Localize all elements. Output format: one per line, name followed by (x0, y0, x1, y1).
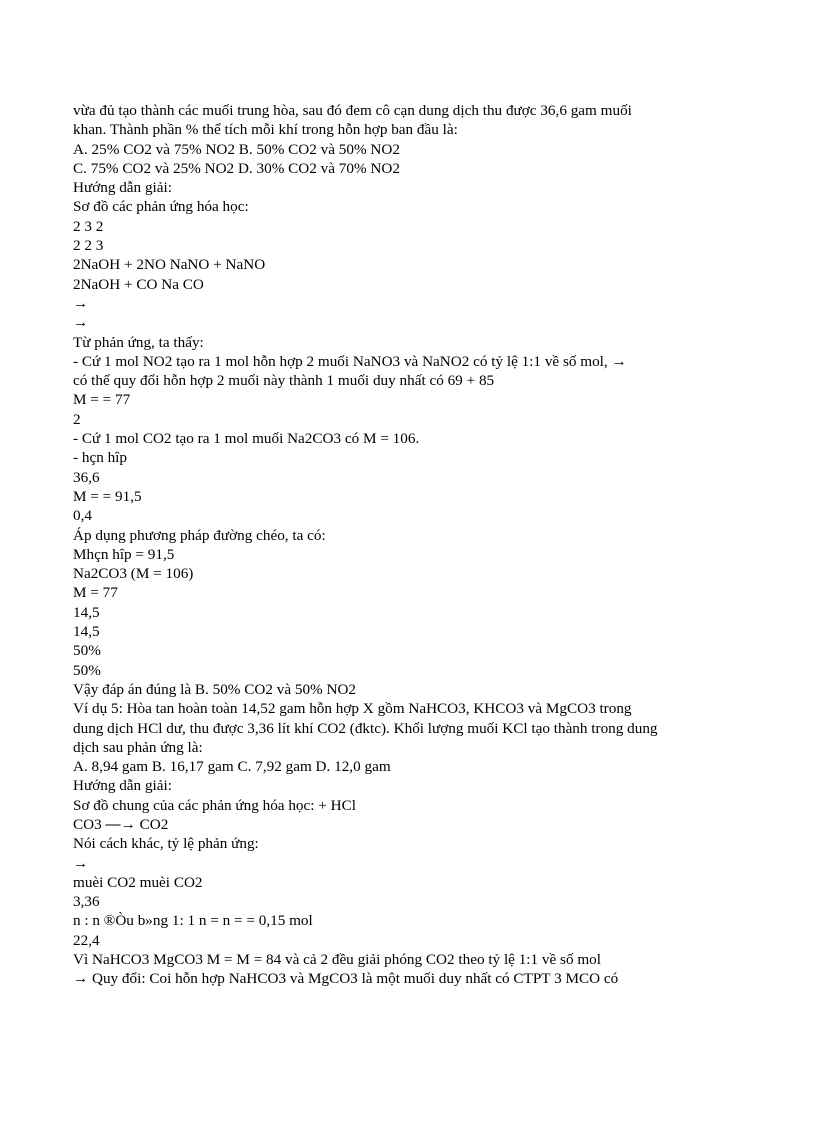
formula-line: 36,6 (73, 468, 100, 486)
document-body (73, 101, 773, 989)
diagram-label: Mhçn hîp = 91,5 (73, 545, 175, 563)
text-line: → Quy đổi: Coi hỗn hợp NaHCO3 và MgCO3 là một muối duy nhất có CTPT 3 MCO có (73, 970, 619, 988)
text-line: vừa đủ tạo thành các muối trung hòa, sau đó đem cô cạn dung dịch thu được 36,6 gam muối (73, 102, 632, 119)
reaction-arrow: → (73, 294, 89, 312)
text-line: - Cứ 1 mol NO2 tạo ra 1 mol hỗn hợp 2 muối NaNO3 và NaNO2 có tỷ lệ 1:1 về số mol, → (73, 352, 627, 370)
diagram-label: 14,5 (73, 623, 100, 641)
formula-line: 0,4 (73, 507, 92, 525)
reaction-equation: 2NaOH + CO Na CO (73, 275, 204, 293)
diagram-label: 14,5 (73, 603, 100, 621)
example-heading: Ví dụ 5: Hòa tan hoàn toàn 14,52 gam hỗn hợp X gồm NaHCO3, KHCO3 và MgCO3 trong (73, 700, 632, 718)
text-line: Vì NaHCO3 MgCO3 M = M = 84 và cả 2 đều giải phóng CO2 theo tỷ lệ 1:1 về số mol (73, 951, 601, 969)
text-line: dịch sau phản ứng là: (73, 738, 203, 756)
formula-subscripts: 2 3 2 (73, 217, 104, 235)
formula-line: M = = 91,5 (73, 487, 142, 505)
answer-options-line: A. 25% CO2 và 75% NO2 B. 50% CO2 và 50% NO2 (73, 140, 400, 158)
diagram-label: 50% (73, 661, 101, 679)
formula-line: n : n ®Òu b»ng 1: 1 n = n = = 0,15 mol (73, 912, 313, 930)
answer-options-line: A. 8,94 gam B. 16,17 gam C. 7,92 gam D. 12,0 gam (73, 758, 391, 776)
text-line: Nói cách khác, tỷ lệ phản ứng: (73, 835, 259, 853)
diagram-label: 50% (73, 642, 101, 660)
text-line: Áp dụng phương pháp đường chéo, ta có: (73, 526, 326, 544)
text-line: - Cứ 1 mol CO2 tạo ra 1 mol muối Na2CO3 có M = 106. (73, 430, 420, 448)
text-line: Sơ đồ chung của các phản ứng hóa học: + HCl (73, 796, 356, 814)
formula-line: M = = 77 (73, 391, 131, 409)
formula-subscripts: 2 2 3 (73, 237, 104, 255)
text-line: Từ phản ứng, ta thấy: (73, 333, 204, 351)
text-line: khan. Thành phần % thể tích mỗi khí trong hỗn hợp ban đầu là: (73, 121, 458, 139)
formula-line: 22,4 (73, 931, 100, 949)
diagram-label: Na2CO3 (M = 106) (73, 565, 194, 583)
section-heading: Hướng dẫn giải: (73, 777, 172, 795)
reaction-equation: 2NaOH + 2NO NaNO + NaNO (73, 256, 266, 274)
diagram-label: M = 77 (73, 584, 118, 602)
formula-line: 3,36 (73, 893, 100, 911)
formula-line: muèi CO2 muèi CO2 (73, 873, 203, 891)
text-line: dung dịch HCl dư, thu được 3,36 lít khí CO2 (đktc). Khối lượng muối KCl tạo thành trong dung (73, 719, 658, 737)
reaction-arrow: → (73, 854, 89, 872)
reaction-equation: CO3 ⎯⎯→ CO2 (73, 815, 169, 833)
answer-options-line: C. 75% CO2 và 25% NO2 D. 30% CO2 và 70% NO2 (73, 159, 400, 177)
section-heading: Hướng dẫn giải: (73, 179, 172, 197)
conclusion-line: Vậy đáp án đúng là B. 50% CO2 và 50% NO2 (73, 680, 357, 698)
reaction-arrow: → (73, 314, 89, 332)
text-line: - hçn hîp (73, 449, 127, 467)
text-line: Sơ đồ các phản ứng hóa học: (73, 198, 249, 216)
formula-line: 2 (73, 410, 81, 428)
text-line: có thể quy đổi hỗn hợp 2 muối này thành 1 muối duy nhất có 69 + 85 (73, 372, 495, 390)
